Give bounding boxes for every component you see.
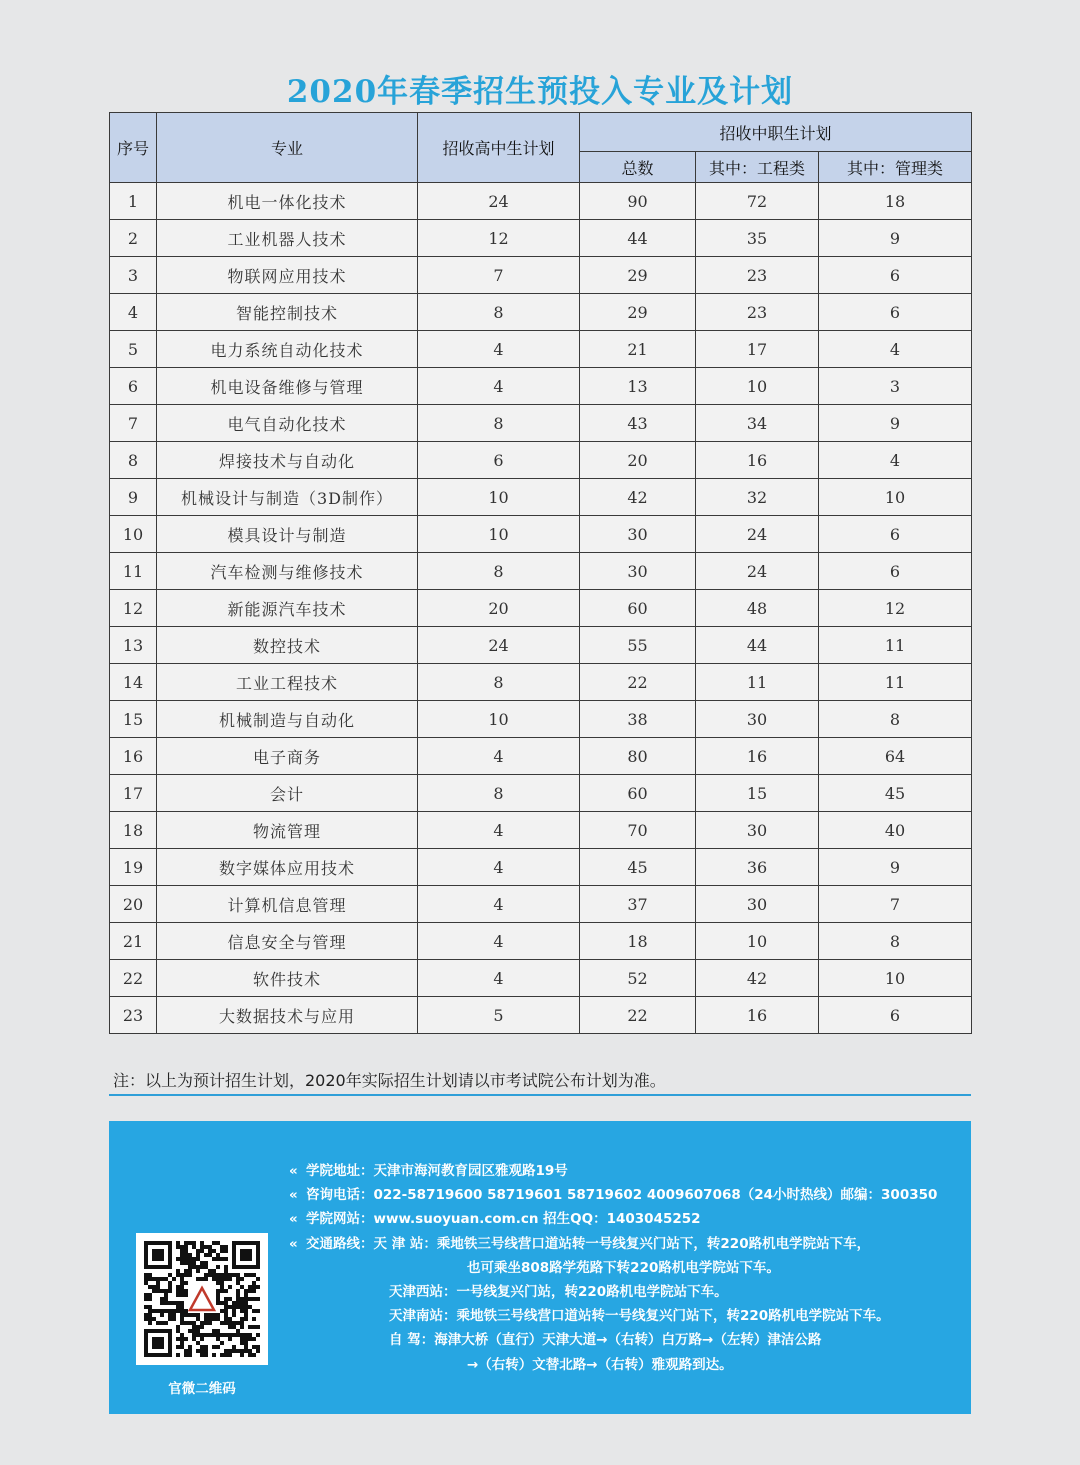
tianjin-station-route-alt: 也可乘坐808路学苑路下转220路机电学院站下车。 (467, 1259, 780, 1276)
drive-route: 海津大桥（直行）天津大道→（右转）白万路→（左转）津洁公路 (434, 1332, 822, 1349)
cell-total: 37 (580, 886, 696, 923)
cell-major: 机械设计与制造（3D制作） (157, 479, 418, 516)
transport-line (289, 1232, 959, 1256)
cell-major: 数字媒体应用技术 (157, 849, 418, 886)
qr-code-icon (136, 1233, 268, 1365)
cell-engineering: 16 (696, 442, 819, 479)
cell-management: 10 (819, 960, 972, 997)
table-row (110, 331, 972, 368)
cell-seq: 21 (110, 923, 157, 960)
cell-management: 11 (819, 627, 972, 664)
cell-total: 22 (580, 997, 696, 1034)
cell-engineering: 23 (696, 257, 819, 294)
website-label: 学院网站： (306, 1211, 374, 1228)
table-row (110, 627, 972, 664)
cell-total: 20 (580, 442, 696, 479)
cell-engineering: 24 (696, 553, 819, 590)
cell-highschool: 8 (418, 405, 580, 442)
cell-major: 机电一体化技术 (157, 183, 418, 220)
footnote: 注：以上为预计招生计划，2020年实际招生计划请以市考试院公布计划为准。 (113, 1071, 666, 1090)
cell-total: 38 (580, 701, 696, 738)
transport-label: 交通路线： (306, 1235, 374, 1252)
cell-major: 焊接技术与自动化 (157, 442, 418, 479)
cell-total: 42 (580, 479, 696, 516)
cell-seq: 11 (110, 553, 157, 590)
cell-major: 电子商务 (157, 738, 418, 775)
cell-highschool: 6 (418, 442, 580, 479)
cell-engineering: 11 (696, 664, 819, 701)
cell-management: 18 (819, 183, 972, 220)
cell-management: 10 (819, 479, 972, 516)
contact-info-panel (109, 1121, 971, 1414)
cell-engineering: 30 (696, 701, 819, 738)
enrollment-plan-table (109, 112, 972, 1034)
cell-major: 汽车检测与维修技术 (157, 553, 418, 590)
phone-value: 022-58719600 58719601 58719602 4009607068（24小时热线）邮编：300350 (373, 1187, 938, 1204)
cell-total: 43 (580, 405, 696, 442)
cell-engineering: 32 (696, 479, 819, 516)
cell-highschool: 5 (418, 997, 580, 1034)
cell-major: 工业机器人技术 (157, 220, 418, 257)
table-row (110, 775, 972, 812)
cell-seq: 9 (110, 479, 157, 516)
cell-major: 计算机信息管理 (157, 886, 418, 923)
table-row (110, 849, 972, 886)
cell-seq: 20 (110, 886, 157, 923)
west-station-label: 天津西站： (389, 1283, 457, 1300)
table-row (110, 442, 972, 479)
cell-engineering: 44 (696, 627, 819, 664)
cell-engineering: 24 (696, 516, 819, 553)
table-row (110, 405, 972, 442)
cell-management: 3 (819, 368, 972, 405)
cell-management: 6 (819, 553, 972, 590)
website-line (289, 1207, 959, 1231)
table-row (110, 220, 972, 257)
cell-total: 22 (580, 664, 696, 701)
cell-total: 30 (580, 553, 696, 590)
drive-line (289, 1328, 959, 1352)
west-station-line (289, 1280, 959, 1304)
cell-highschool: 4 (418, 886, 580, 923)
cell-engineering: 36 (696, 849, 819, 886)
cell-management: 64 (819, 738, 972, 775)
cell-seq: 5 (110, 331, 157, 368)
cell-highschool: 24 (418, 627, 580, 664)
cell-highschool: 4 (418, 812, 580, 849)
cell-management: 7 (819, 886, 972, 923)
cell-engineering: 48 (696, 590, 819, 627)
cell-engineering: 30 (696, 886, 819, 923)
cell-highschool: 10 (418, 479, 580, 516)
cell-highschool: 4 (418, 331, 580, 368)
cell-total: 18 (580, 923, 696, 960)
cell-total: 90 (580, 183, 696, 220)
cell-major: 新能源汽车技术 (157, 590, 418, 627)
header-major: 专业 (157, 113, 418, 183)
qr-code-label: 官微二维码 (168, 1381, 236, 1397)
cell-management: 9 (819, 405, 972, 442)
header-management: 其中：管理类 (819, 152, 972, 183)
cell-seq: 3 (110, 257, 157, 294)
cell-major: 机电设备维修与管理 (157, 368, 418, 405)
cell-seq: 1 (110, 183, 157, 220)
cell-seq: 18 (110, 812, 157, 849)
cell-major: 信息安全与管理 (157, 923, 418, 960)
cell-major: 模具设计与制造 (157, 516, 418, 553)
cell-highschool: 12 (418, 220, 580, 257)
table-row (110, 738, 972, 775)
cell-management: 8 (819, 701, 972, 738)
cell-management: 45 (819, 775, 972, 812)
cell-engineering: 72 (696, 183, 819, 220)
drive-label: 自 驾： (389, 1332, 435, 1349)
cell-engineering: 16 (696, 997, 819, 1034)
cell-seq: 7 (110, 405, 157, 442)
cell-total: 44 (580, 220, 696, 257)
cell-seq: 16 (110, 738, 157, 775)
west-station-route: 一号线复兴门站，转220路机电学院站下车。 (456, 1283, 728, 1300)
cell-highschool: 4 (418, 368, 580, 405)
cell-highschool: 8 (418, 553, 580, 590)
cell-major: 软件技术 (157, 960, 418, 997)
cell-engineering: 10 (696, 368, 819, 405)
cell-major: 电气自动化技术 (157, 405, 418, 442)
tianjin-station-route: 乘地铁三号线营口道站转一号线复兴门站下，转220路机电学院站下车， (436, 1235, 871, 1252)
cell-engineering: 10 (696, 923, 819, 960)
note-divider (109, 1094, 971, 1096)
cell-highschool: 4 (418, 849, 580, 886)
cell-highschool: 7 (418, 257, 580, 294)
cell-major: 物流管理 (157, 812, 418, 849)
drive-line-2 (289, 1353, 959, 1377)
cell-engineering: 35 (696, 220, 819, 257)
cell-highschool: 8 (418, 664, 580, 701)
address-value: 天津市海河教育园区雅观路19号 (373, 1163, 568, 1179)
table-row (110, 368, 972, 405)
table-row (110, 960, 972, 997)
cell-management: 40 (819, 812, 972, 849)
cell-engineering: 34 (696, 405, 819, 442)
south-station-route: 乘地铁三号线营口道站转一号线复兴门站下，转220路机电学院站下车。 (456, 1308, 890, 1325)
cell-total: 60 (580, 775, 696, 812)
cell-total: 70 (580, 812, 696, 849)
cell-total: 45 (580, 849, 696, 886)
cell-total: 80 (580, 738, 696, 775)
table-body (110, 183, 972, 1034)
header-highschool-plan: 招收高中生计划 (418, 113, 580, 183)
cell-highschool: 4 (418, 960, 580, 997)
cell-total: 21 (580, 331, 696, 368)
cell-seq: 15 (110, 701, 157, 738)
address-line (289, 1159, 959, 1183)
table-row (110, 479, 972, 516)
cell-seq: 19 (110, 849, 157, 886)
cell-engineering: 23 (696, 294, 819, 331)
cell-management: 4 (819, 442, 972, 479)
cell-major: 工业工程技术 (157, 664, 418, 701)
phone-label: 咨询电话： (306, 1187, 374, 1204)
cell-engineering: 15 (696, 775, 819, 812)
cell-engineering: 16 (696, 738, 819, 775)
cell-major: 大数据技术与应用 (157, 997, 418, 1034)
cell-total: 60 (580, 590, 696, 627)
south-station-line (289, 1304, 959, 1328)
page-title: 2020年春季招生预投入专业及计划 (286, 74, 794, 110)
table-row (110, 997, 972, 1034)
cell-highschool: 10 (418, 516, 580, 553)
cell-highschool: 10 (418, 701, 580, 738)
cell-seq: 2 (110, 220, 157, 257)
header-seq: 序号 (110, 113, 157, 183)
cell-major: 机械制造与自动化 (157, 701, 418, 738)
cell-seq: 17 (110, 775, 157, 812)
cell-seq: 4 (110, 294, 157, 331)
header-vocational-plan: 招收中职生计划 (580, 113, 972, 152)
cell-total: 55 (580, 627, 696, 664)
cell-major: 电力系统自动化技术 (157, 331, 418, 368)
cell-highschool: 4 (418, 923, 580, 960)
cell-management: 8 (819, 923, 972, 960)
bullet-icon: « (289, 1211, 298, 1228)
cell-total: 13 (580, 368, 696, 405)
cell-total: 29 (580, 294, 696, 331)
cell-major: 智能控制技术 (157, 294, 418, 331)
cell-seq: 12 (110, 590, 157, 627)
cell-management: 6 (819, 516, 972, 553)
cell-total: 29 (580, 257, 696, 294)
cell-highschool: 24 (418, 183, 580, 220)
address-label: 学院地址： (306, 1163, 374, 1179)
table-row (110, 294, 972, 331)
cell-seq: 10 (110, 516, 157, 553)
contact-details (289, 1159, 959, 1377)
table-row (110, 812, 972, 849)
cell-highschool: 8 (418, 775, 580, 812)
cell-management: 6 (819, 997, 972, 1034)
cell-seq: 13 (110, 627, 157, 664)
tianjin-station-label: 天 津 站： (373, 1235, 437, 1252)
cell-highschool: 4 (418, 738, 580, 775)
table-row (110, 886, 972, 923)
cell-total: 52 (580, 960, 696, 997)
cell-total: 30 (580, 516, 696, 553)
cell-management: 9 (819, 220, 972, 257)
cell-management: 12 (819, 590, 972, 627)
cell-seq: 14 (110, 664, 157, 701)
cell-major: 数控技术 (157, 627, 418, 664)
header-total: 总数 (580, 152, 696, 183)
cell-highschool: 8 (418, 294, 580, 331)
website-value[interactable]: www.suoyuan.com.cn 招生QQ：1403045252 (373, 1211, 701, 1228)
cell-management: 6 (819, 294, 972, 331)
tianjin-station-line-2 (289, 1256, 959, 1280)
cell-seq: 6 (110, 368, 157, 405)
cell-management: 9 (819, 849, 972, 886)
bullet-icon: « (289, 1235, 298, 1252)
cell-major: 物联网应用技术 (157, 257, 418, 294)
cell-management: 4 (819, 331, 972, 368)
bullet-icon: « (289, 1187, 298, 1204)
cell-management: 6 (819, 257, 972, 294)
table-row (110, 701, 972, 738)
cell-management: 11 (819, 664, 972, 701)
table-row (110, 590, 972, 627)
south-station-label: 天津南站： (389, 1308, 457, 1325)
table-row (110, 553, 972, 590)
table-row (110, 183, 972, 220)
cell-seq: 23 (110, 997, 157, 1034)
bullet-icon: « (289, 1163, 298, 1179)
cell-highschool: 20 (418, 590, 580, 627)
cell-engineering: 42 (696, 960, 819, 997)
header-engineering: 其中：工程类 (696, 152, 819, 183)
table-row (110, 664, 972, 701)
table-row (110, 516, 972, 553)
phone-line (289, 1183, 959, 1207)
cell-seq: 8 (110, 442, 157, 479)
drive-route-cont: →（右转）文替北路→（右转）雅观路到达。 (467, 1356, 733, 1373)
table-row (110, 923, 972, 960)
table-row (110, 257, 972, 294)
cell-engineering: 30 (696, 812, 819, 849)
cell-seq: 22 (110, 960, 157, 997)
cell-major: 会计 (157, 775, 418, 812)
cell-engineering: 17 (696, 331, 819, 368)
